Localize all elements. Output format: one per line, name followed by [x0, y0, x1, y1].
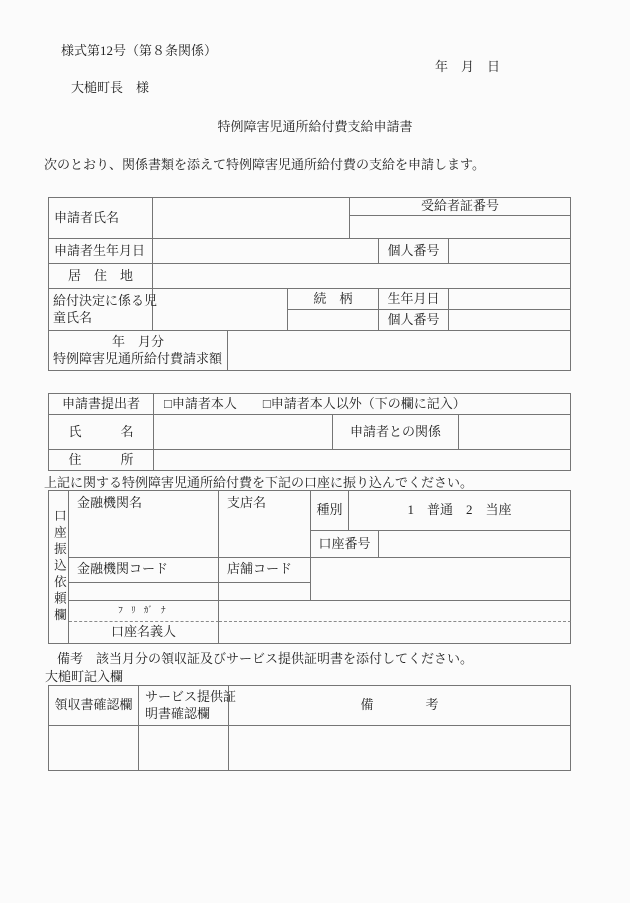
service-cert-check-label-line2: 明書確認欄: [145, 705, 211, 721]
furigana-label: ﾌ ﾘ ｶﾞ ﾅ: [69, 601, 219, 622]
date-line: 年 月 日: [434, 59, 500, 74]
page-title: 特例障害児通所給付費支給申請書: [217, 119, 413, 134]
child-name-label-line1: 給付決定に係る児: [53, 293, 158, 309]
applicant-birthdate-label: 申請者生年月日: [49, 239, 153, 264]
relation-to-applicant-label: 申請者との関係: [333, 415, 459, 450]
receipt-check-label: 領収書確認欄: [49, 686, 139, 726]
bank-transfer-table: [48, 490, 571, 644]
recipient-cert-number-field[interactable]: [350, 216, 571, 239]
account-type-options[interactable]: 1 普通 2 当座: [349, 491, 571, 531]
applicant-personal-number-field[interactable]: [449, 239, 571, 264]
account-holder-field[interactable]: [219, 622, 571, 644]
residence-field[interactable]: [153, 264, 571, 289]
applicant-name-field[interactable]: [153, 198, 350, 239]
submitter-table: [48, 393, 571, 471]
applicant-personal-number-label: 個人番号: [379, 239, 449, 264]
office-remarks-label: 備 考: [229, 686, 571, 726]
intro-text: 次のとおり、関係書類を添えて特例障害児通所給付費の支給を申請します。: [44, 157, 485, 172]
submitter-address-label: 住 所: [49, 450, 154, 471]
child-birthdate-label: 生年月日: [379, 289, 449, 310]
submitter-address-field[interactable]: [154, 450, 571, 471]
bank-section-vertical-label: [49, 491, 69, 644]
relationship-label: 続 柄: [288, 289, 379, 310]
submitter-checkbox-options[interactable]: □申請者本人 □申請者本人以外（下の欄に記入）: [154, 394, 571, 415]
bank-codes-spare-cell[interactable]: [311, 558, 571, 601]
account-number-field[interactable]: [379, 531, 571, 558]
furigana-field[interactable]: [219, 601, 571, 622]
branch-code-label: 店舗コード: [219, 558, 311, 583]
branch-name-cell[interactable]: 支店名: [219, 491, 311, 558]
account-holder-label: 口座名義人: [69, 622, 219, 644]
service-cert-check-label: [139, 686, 237, 726]
child-name-label-line2: 童氏名: [53, 309, 93, 325]
child-name-field[interactable]: [153, 289, 288, 331]
office-use-table: [48, 685, 571, 771]
applicant-name-label: 申請者氏名: [49, 198, 153, 239]
residence-label: 居 住 地: [49, 264, 153, 289]
addressee: 大槌町長 様: [71, 80, 150, 95]
office-section-heading: 大槌町記入欄: [45, 669, 124, 684]
child-personal-number-label: 個人番号: [379, 310, 449, 331]
claim-amount-label-line2: 特例障害児通所給付費請求額: [53, 350, 223, 366]
service-cert-check-label-line1: サービス提供証: [145, 689, 237, 705]
service-cert-check-field[interactable]: [139, 726, 229, 771]
recipient-cert-number-label: 受給者証番号: [350, 198, 571, 216]
transfer-note: 上記に関する特例障害児通所給付費を下記の口座に振り込んでください。: [44, 475, 474, 490]
child-name-label: [49, 289, 158, 331]
receipt-check-field[interactable]: [49, 726, 139, 771]
office-remarks-field[interactable]: [229, 726, 571, 771]
branch-code-field[interactable]: [219, 583, 311, 601]
applicant-table: [48, 197, 571, 371]
relation-to-applicant-field[interactable]: [459, 415, 571, 450]
child-birthdate-field[interactable]: [449, 289, 571, 310]
bank-code-field[interactable]: [69, 583, 219, 601]
form-number: 様式第12号（第８条関係）: [61, 43, 218, 58]
claim-amount-field[interactable]: [228, 331, 571, 371]
account-type-label: 種別: [311, 491, 349, 531]
child-personal-number-field[interactable]: [449, 310, 571, 331]
remarks-note: 備考 該当月分の領収証及びサービス提供証明書を添付してください。: [57, 651, 474, 666]
bank-section-vertical-label-text: 口座振込依頼欄: [52, 509, 67, 625]
submitter-name-label: 氏 名: [49, 415, 154, 450]
submitter-name-field[interactable]: [154, 415, 333, 450]
bank-code-label: 金融機関コード: [69, 558, 219, 583]
applicant-birthdate-field[interactable]: [153, 239, 379, 264]
claim-amount-label: [49, 331, 228, 371]
account-number-label: 口座番号: [311, 531, 379, 558]
bank-name-cell[interactable]: 金融機関名: [69, 491, 219, 558]
claim-amount-label-line1: 年 月分: [111, 334, 164, 350]
relationship-field[interactable]: [288, 310, 379, 331]
submitter-label: 申請書提出者: [49, 394, 154, 415]
